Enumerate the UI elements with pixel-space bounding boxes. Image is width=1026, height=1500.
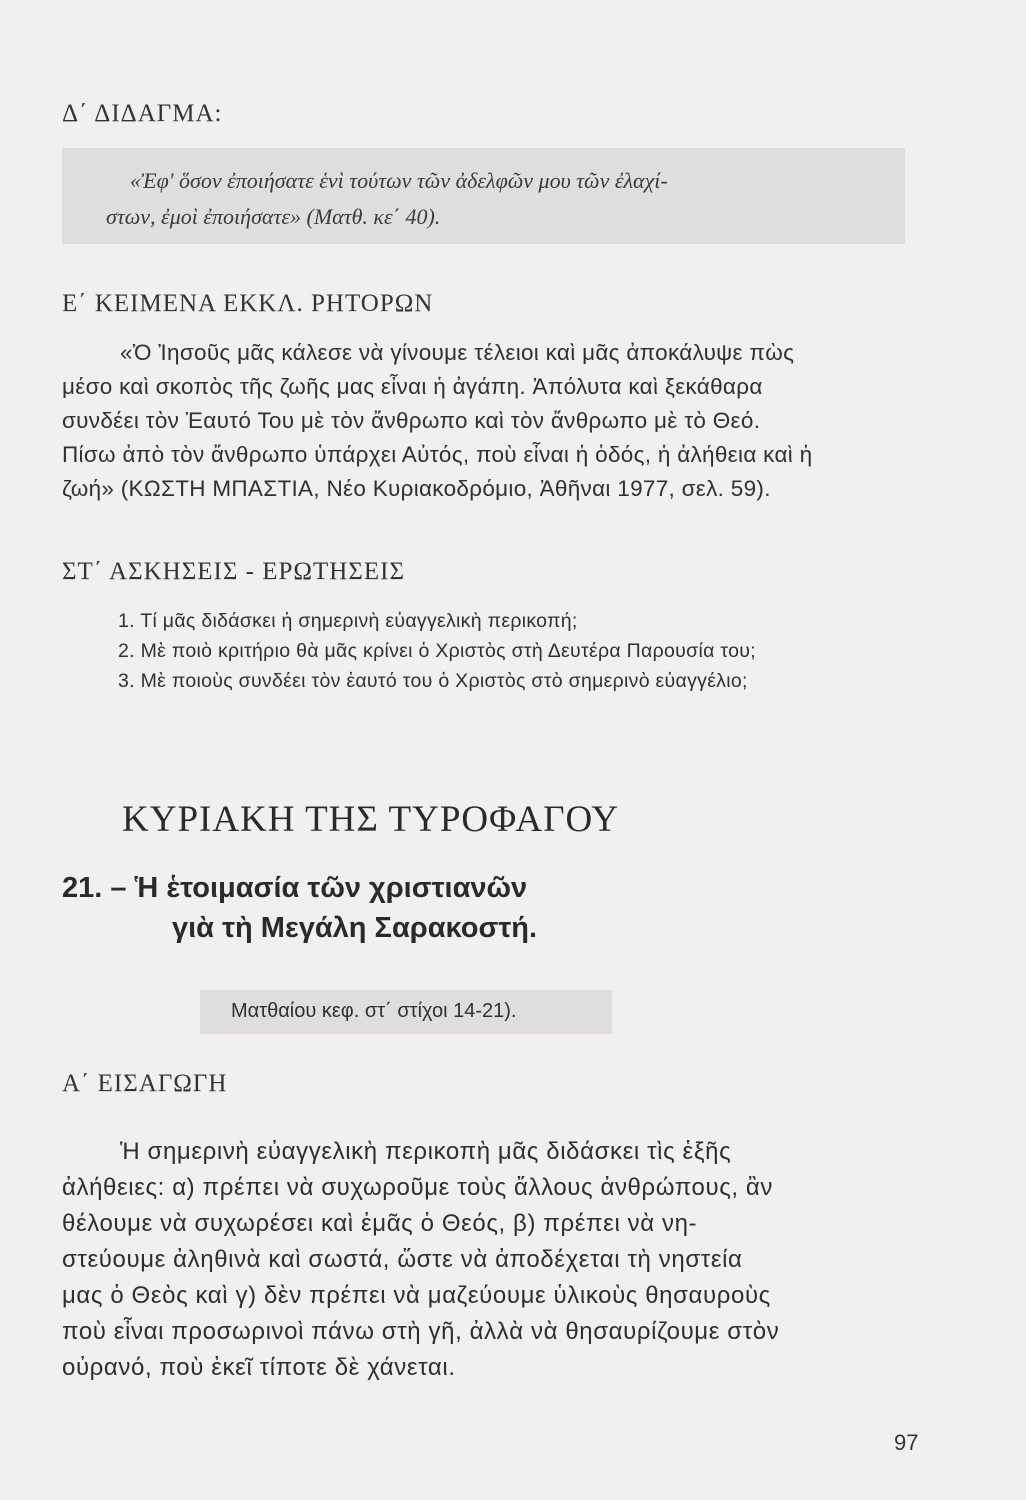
intro-text-line: στεύουμε ἀληθινὰ καὶ σωστά, ὥστε νὰ ἀποδέχεται τὴ νηστεία bbox=[62, 1246, 743, 1273]
section-heading-askiseis: ΣΤ΄ ΑΣΚΗΣΕΙΣ - ΕΡΩΤΗΣΕΙΣ bbox=[62, 558, 406, 585]
text-line: συνδέει τὸν Ἑαυτό Του μὲ τὸν ἄνθρωπο καὶ τὸν ἄνθρωπο μὲ τὸ Θεό. bbox=[62, 408, 761, 433]
lesson-title-line-1: 21. – Ἡ ἑτοιμασία τῶν χριστιανῶν bbox=[62, 872, 528, 904]
intro-text-line: οὐρανό, ποὺ ἐκεῖ τίποτε δὲ χάνεται. bbox=[62, 1354, 456, 1381]
page-number: 97 bbox=[894, 1430, 919, 1455]
section-heading-didagma: Δ΄ ΔΙΔΑΓΜΑ: bbox=[62, 100, 223, 127]
intro-text-line: ποὺ εἶναι προσωρινοὶ πάνω στὴ γῆ, ἀλλὰ νὰ θησαυρίζουμε στὸν bbox=[62, 1318, 780, 1345]
text-line: «Ὁ Ἰησοῦς μᾶς κάλεσε νὰ γίνουμε τέλειοι καὶ μᾶς ἀποκάλυψε πὼς bbox=[120, 340, 795, 365]
question-item: 2. Μὲ ποιὸ κριτήριο θὰ μᾶς κρίνει ὁ Χριστὸς στὴ Δευτέρα Παρουσία του; bbox=[118, 640, 756, 662]
quote-line-2: στων, ἐμοὶ ἐποιήσατε» (Ματθ. κε΄ 40). bbox=[106, 204, 441, 229]
text-line: ζωή» (ΚΩΣΤΗ ΜΠΑΣΤΙΑ, Νέο Κυριακοδρόμιο, Ἀθῆναι 1977, σελ. 59). bbox=[62, 476, 771, 501]
lesson-title-line-2: γιὰ τὴ Μεγάλη Σαρακοστή. bbox=[172, 912, 538, 944]
question-item: 3. Μὲ ποιοὺς συνδέει τὸν ἑαυτό του ὁ Χριστὸς στὸ σημερινὸ εὐαγγέλιο; bbox=[118, 670, 748, 692]
quote-line-1: «Ἐφ' ὅσον ἐποιήσατε ἑνὶ τούτων τῶν ἀδελφῶν μου τῶν ἐλαχί- bbox=[130, 168, 668, 193]
intro-text-line: ἀλήθειες: α) πρέπει νὰ συχωροῦμε τοὺς ἄλλους ἀνθρώπους, ἂν bbox=[62, 1174, 774, 1201]
text-line: μέσο καὶ σκοπὸς τῆς ζωῆς μας εἶναι ἡ ἀγάπη. Ἀπόλυτα καὶ ξεκάθαρα bbox=[62, 374, 763, 399]
intro-text-line: μας ὁ Θεὸς καὶ γ) δὲν πρέπει νὰ μαζεύουμε ὑλικοὺς θησαυροὺς bbox=[62, 1282, 771, 1309]
section-heading-eisagogi: Α΄ ΕΙΣΑΓΩΓΗ bbox=[62, 1070, 228, 1097]
intro-text-line: Ἡ σημερινὴ εὐαγγελικὴ περικοπὴ μᾶς διδάσκει τὶς ἑξῆς bbox=[120, 1138, 732, 1165]
text-line: Πίσω ἀπὸ τὸν ἄνθρωπο ὑπάρχει Αὐτός, ποὺ εἶναι ἡ ὁδός, ἡ ἀλήθεια καὶ ἡ bbox=[62, 442, 813, 467]
question-item: 1. Τί μᾶς διδάσκει ἡ σημερινὴ εὐαγγελικὴ περικοπή; bbox=[118, 610, 578, 632]
section-heading-keimena: Ε΄ ΚΕΙΜΕΝΑ ΕΚΚΛ. ΡΗΤΟΡΩΝ bbox=[62, 290, 434, 317]
intro-text-line: θέλουμε νὰ συχωρέσει καὶ ἐμᾶς ὁ Θεός, β) πρέπει νὰ νη- bbox=[62, 1210, 698, 1237]
scripture-reference: Ματθαίου κεφ. στ΄ στίχοι 14-21). bbox=[231, 1000, 517, 1022]
sunday-title: ΚΥΡΙΑΚΗ ΤΗΣ ΤΥΡΟΦΑΓΟΥ bbox=[122, 799, 620, 840]
